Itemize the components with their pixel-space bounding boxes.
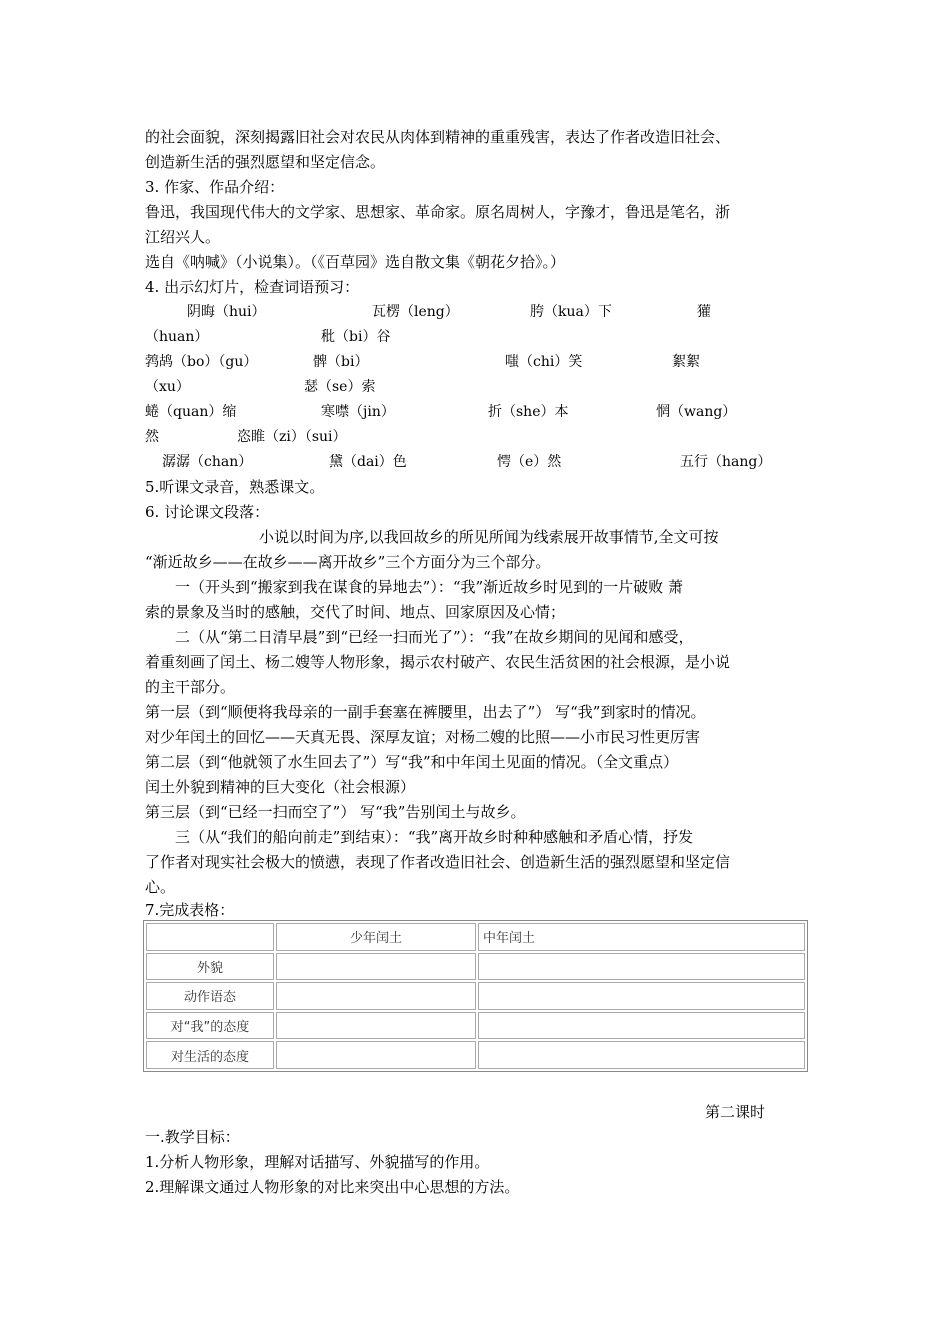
- section-heading: 4. 出示幻灯片，检查词语预习：: [145, 278, 360, 296]
- vocab-item: 秕（bi）谷: [321, 329, 391, 345]
- paragraph-line: 对少年闰土的回忆——天真无畏、深厚友谊；对杨二嫂的比照——小市民习性更厉害: [145, 728, 701, 746]
- vocab-item: 蜷（quan）缩: [145, 404, 237, 420]
- section-heading: 6. 讨论课文段落：: [145, 503, 270, 521]
- table-cell[interactable]: [276, 953, 476, 981]
- table-cell[interactable]: [478, 982, 805, 1010]
- vocab-item: 愕（e）然: [497, 454, 562, 470]
- paragraph-line: 第一层（到“顺便将我母亲的一副手套塞在裤腰里，出去了”） 写“我”到家时的情况。: [145, 703, 706, 721]
- vocab-item: 五行（hang）: [680, 454, 772, 470]
- vocab-item: 黛（dai）色: [329, 454, 407, 470]
- paragraph-line: 索的景象及当时的感触，交代了时间、地点、回家原因及心情；: [145, 603, 566, 621]
- paragraph-line: 选自《呐喊》（小说集）。（《百草园》选自散文集《朝花夕拾》。）: [145, 253, 566, 271]
- vocab-item: 嗤（chi）笑: [505, 354, 583, 370]
- vocab-item: 瑟（se）索: [304, 379, 376, 395]
- table-cell[interactable]: [276, 982, 476, 1010]
- table-cell[interactable]: [478, 1012, 805, 1040]
- paragraph-line: 1.分析人物形象，理解对话描写、外貌描写的作用。: [145, 1153, 490, 1171]
- table-cell[interactable]: [276, 1041, 476, 1069]
- vocab-item: 恣睢（zi）（sui）: [237, 429, 347, 445]
- paragraph-line: 心。: [145, 878, 176, 896]
- section-heading: 5.听课文录音，熟悉课文。: [145, 478, 325, 496]
- paragraph-line: 创造新生活的强烈愿望和坚定信念。: [145, 153, 386, 171]
- paragraph-line: 小说以时间为序,以我回故乡的所见所闻为线索展开故事情节,全文可按: [259, 528, 719, 546]
- paragraph-line: “渐近故乡——在故乡——离开故乡”三个方面分为三个部分。: [145, 553, 551, 571]
- vocab-item: 獾: [697, 304, 711, 320]
- table-cell[interactable]: [478, 1041, 805, 1069]
- section-heading: 3. 作家、作品介绍：: [145, 178, 285, 196]
- table-row: [146, 1041, 805, 1069]
- row-header: 对生活的态度: [146, 1041, 274, 1069]
- paragraph-line: 2.理解课文通过人物形象的对比来突出中心思想的方法。: [145, 1178, 520, 1196]
- vocab-item: 然: [145, 429, 159, 445]
- table-row: [146, 982, 805, 1010]
- table-cell[interactable]: [478, 953, 805, 981]
- comparison-table: [143, 920, 808, 1072]
- paragraph-line: 鲁迅，我国现代伟大的文学家、思想家、革命家。原名周树人，字豫才，鲁迅是笔名，浙: [145, 203, 731, 221]
- vocab-item: 阴晦（hui）: [187, 304, 266, 320]
- section-heading: 一.教学目标：: [145, 1128, 240, 1146]
- paragraph-line: 二（从“第二日清早晨”到“已经一扫而光了”）：“我”在故乡期间的见闻和感受，: [175, 628, 694, 646]
- vocab-item: 胯（kua）下: [530, 304, 612, 320]
- lesson-title: 第二课时: [705, 1103, 766, 1121]
- column-header: 少年闰土: [276, 923, 476, 951]
- vocab-item: （xu）: [145, 379, 190, 395]
- vocab-item: 髀（bi）: [313, 354, 369, 370]
- vocab-item: 瓦楞（leng）: [372, 304, 459, 320]
- paragraph-line: 三（从“我们的船向前走”到结束）：“我”离开故乡时种种感触和矛盾心情，抒发: [175, 828, 694, 846]
- row-header: 外貌: [146, 953, 274, 981]
- paragraph-line: 第三层（到“已经一扫而空了”） 写“我”告别闰土与故乡。: [145, 803, 526, 821]
- paragraph-line: 一（开头到“搬家到我在谋食的异地去”）：“我”渐近故乡时见到的一片破败 萧: [175, 578, 683, 596]
- vocab-item: 潺潺（chan）: [162, 454, 253, 470]
- paragraph-line: 着重刻画了闰土、杨二嫂等人物形象，揭示农村破产、农民生活贫困的社会根源，是小说: [145, 653, 731, 671]
- vocab-item: 折（she）本: [488, 404, 569, 420]
- section-heading: 7.完成表格：: [145, 901, 235, 919]
- row-header: 动作语态: [146, 982, 274, 1010]
- table-row: [146, 1012, 805, 1040]
- paragraph-line: 江绍兴人。: [145, 228, 221, 246]
- table-corner-cell: [146, 923, 274, 951]
- vocab-item: （huan）: [145, 329, 209, 345]
- paragraph-line: 的社会面貌，深刻揭露旧社会对农民从肉体到精神的重重残害，表达了作者改造旧社会、: [145, 128, 731, 146]
- table-row: [146, 953, 805, 981]
- paragraph-line: 了作者对现实社会极大的愤懑，表现了作者改造旧社会、创造新生活的强烈愿望和坚定信: [145, 853, 731, 871]
- vocab-item: 鹁鸪（bo）（gu）: [145, 354, 258, 370]
- vocab-item: 絮絮: [672, 354, 700, 370]
- row-header: 对“我”的态度: [146, 1012, 274, 1040]
- vocab-item: 寒噤（jin）: [321, 404, 395, 420]
- paragraph-line: 闰土外貌到精神的巨大变化（社会根源）: [145, 778, 416, 796]
- table-cell[interactable]: [276, 1012, 476, 1040]
- table-header-row: [146, 923, 805, 951]
- column-header: 中年闰土: [478, 923, 805, 951]
- paragraph-line: 的主干部分。: [145, 678, 236, 696]
- paragraph-line: 第二层（到“他就领了水生回去了”）写“我”和中年闰土见面的情况。（全文重点）: [145, 753, 679, 771]
- vocab-item: 惘（wang）: [656, 404, 737, 420]
